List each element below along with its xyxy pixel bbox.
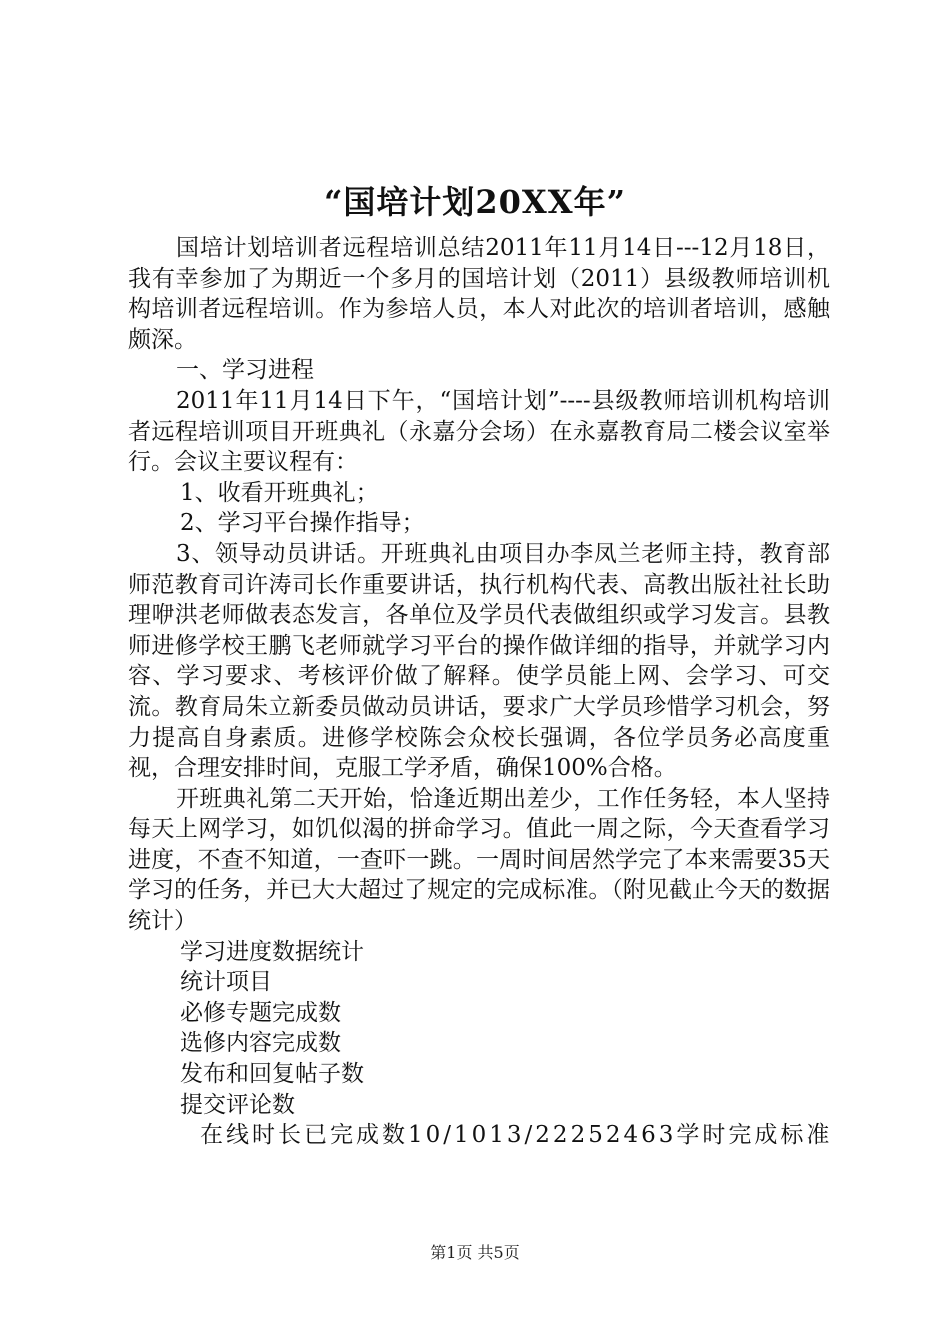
paragraph-intro: 国培计划培训者远程培训总结2011年11月14日---12月18日，我有幸参加了为期近一个多月的国培计划（2011）县级教师培训机构培训者远程培训。作为参培人员，本人对此次的培训者培训，感触颇深。 <box>128 235 830 353</box>
page-number-footer: 第1页 共5页 <box>430 1243 520 1262</box>
stats-item: 选修内容完成数 <box>180 1030 341 1057</box>
paragraph-opening-ceremony: 2011年11月14日下午，“国培计划”----县级教师培训机构培训者远程培训项目开班典礼（永嘉分会场）在永嘉教育局二楼会议室举行。会议主要议程有： <box>128 387 830 476</box>
stats-item: 统计项目 <box>180 969 272 996</box>
document-title: “国培计划20XX年” <box>323 183 626 221</box>
agenda-item-1: 1、收看开班典礼； <box>180 479 379 506</box>
stats-item: 提交评论数 <box>180 1091 295 1118</box>
stats-online-duration-line: 在线时长已完成数10/1013/22252463学时完成标准 <box>200 1122 833 1149</box>
stats-item: 发布和回复帖子数 <box>180 1061 364 1088</box>
stats-item: 必修专题完成数 <box>180 999 341 1026</box>
section-heading-learning-process: 一、学习进程 <box>176 357 314 384</box>
stats-heading: 学习进度数据统计 <box>180 938 364 965</box>
agenda-item-2: 2、学习平台操作指导； <box>180 510 425 537</box>
agenda-item-3-paragraph: 3、领导动员讲话。开班典礼由项目办李凤兰老师主持，教育部师范教育司许涛司长作重要讲话，执行机构代表、高教出版社社长助理咿洪老师做表态发言，各单位及学员代表做组织或学习发言。县教师进修学校王鹏飞老师就学习平台的操作做详细的指导，并就学习内容、学习要求、考核评价做了解释。使学员能上网、会学习、可交流。教育局朱立新委员做动员讲话，要求广大学员珍惜学习机会，努力提高自身素质。进修学校陈会众校长强调，各位学员务必高度重视，合理安排时间，克服工学矛盾，确保100%合格。 <box>128 540 830 782</box>
document-body <box>128 233 833 1151</box>
paragraph-progress: 开班典礼第二天开始，恰逢近期出差少，工作任务轻，本人坚持每天上网学习，如饥似渴的拼命学习。值此一周之际，今天查看学习进度，不查不知道，一查吓一跳。一周时间居然学完了本来需要35天学习的任务，并已大大超过了规定的完成标准。（附见截止今天的数据统计） <box>128 785 830 935</box>
